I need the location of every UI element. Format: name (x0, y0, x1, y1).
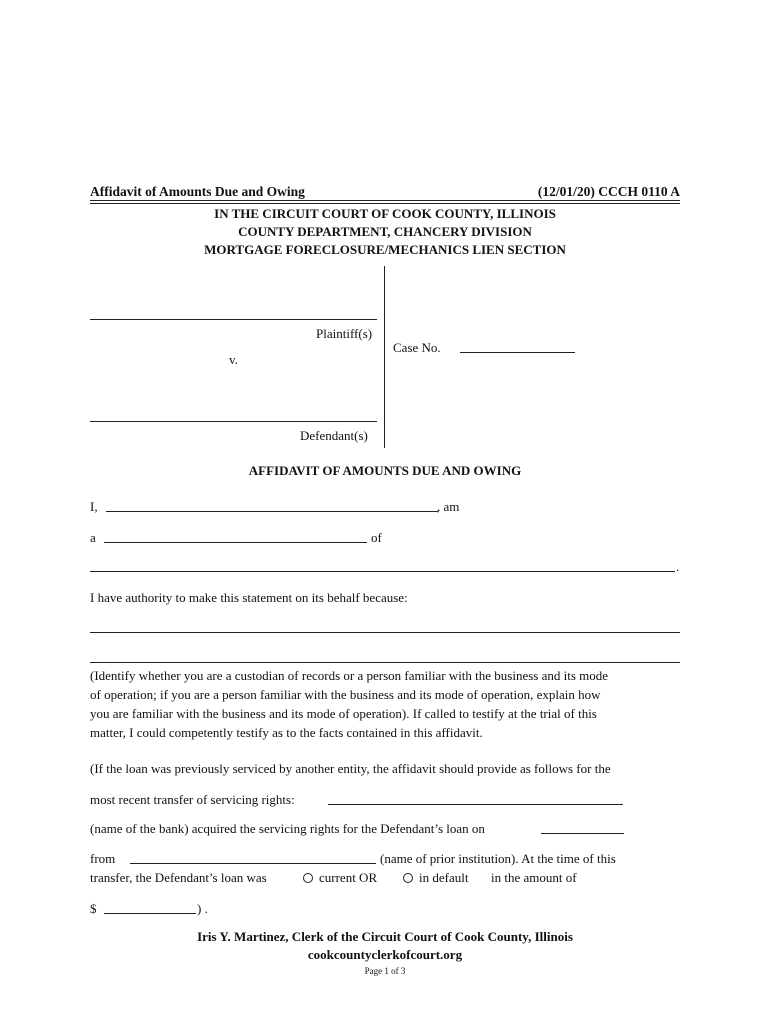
case-no-field[interactable] (460, 352, 575, 353)
header-rule-bottom (90, 203, 680, 204)
identify-text-2: of operation; if you are a person familiar with the business and its mode of operation, explain how (90, 687, 601, 702)
prior-institution-text: (name of prior institution). At the time of this (380, 851, 616, 866)
close-paren: ) . (197, 901, 208, 916)
identify-text-3: you are familiar with the business and its mode of operation). If called to testify at the trial of this (90, 706, 597, 721)
identify-text-4: matter, I could competently testify as to the facts contained in this affidavit. (90, 725, 483, 740)
transfer-field[interactable] (328, 804, 623, 805)
court-department: COUNTY DEPARTMENT, CHANCERY DIVISION (238, 224, 532, 239)
form-code: (12/01/20) CCCH 0110 A (537, 184, 680, 199)
header-rule-top (90, 200, 680, 201)
defendant-label: Defendant(s) (300, 428, 368, 443)
identify-text-1: (Identify whether you are a custodian of records or a person familiar with the business and its mode (90, 668, 609, 683)
prior-institution-field[interactable] (130, 863, 376, 864)
organization-field[interactable] (90, 571, 675, 572)
affiant-title-field[interactable] (104, 542, 367, 543)
default-option[interactable] (403, 870, 468, 886)
loan-text-2: most recent transfer of servicing rights: (90, 792, 295, 807)
period-mark: . (676, 559, 680, 574)
clerk-website[interactable]: cookcountyclerkofcourt.org (307, 947, 463, 962)
of-label: of (371, 530, 382, 545)
loan-text-1: (If the loan was previously serviced by another entity, the affidavit should provide as follows for the (90, 761, 611, 776)
affidavit-title: AFFIDAVIT OF AMOUNTS DUE AND OWING (248, 463, 522, 478)
default-option-label: in default (419, 870, 469, 885)
bank-text: (name of the bank) acquired the servicing rights for the Defendant’s loan on (90, 821, 485, 836)
radio-circle-icon[interactable] (403, 873, 413, 883)
authority-statement: I have authority to make this statement on its behalf because: (90, 590, 408, 605)
defendant-field[interactable] (90, 421, 377, 422)
current-option-label: current OR (319, 870, 378, 885)
amount-text: in the amount of (491, 870, 577, 885)
am-label: , am (437, 499, 460, 514)
plaintiff-label: Plaintiff(s) (316, 326, 373, 341)
page-number: Page 1 of 3 (364, 966, 406, 976)
amount-field[interactable] (104, 913, 196, 914)
form-title: Affidavit of Amounts Due and Owing (90, 184, 305, 199)
transfer-text: transfer, the Defendant’s loan was (90, 870, 267, 885)
authority-field-1[interactable] (90, 632, 680, 633)
current-option[interactable] (303, 870, 377, 886)
versus-label: v. (229, 352, 238, 367)
affiant-name-field[interactable] (106, 511, 438, 512)
case-no-label: Case No. (393, 340, 441, 355)
a-label: a (90, 530, 96, 545)
i-label: I, (90, 499, 98, 514)
clerk-name: Iris Y. Martinez, Clerk of the Circuit Court of Cook County, Illinois (197, 929, 573, 944)
court-section: MORTGAGE FORECLOSURE/MECHANICS LIEN SECTION (204, 242, 566, 257)
dollar-sign: $ (90, 901, 97, 916)
transfer-date-field[interactable] (541, 833, 624, 834)
plaintiff-field[interactable] (90, 319, 377, 320)
caption-divider (384, 266, 385, 448)
authority-field-2[interactable] (90, 662, 680, 663)
radio-circle-icon[interactable] (303, 873, 313, 883)
court-name: IN THE CIRCUIT COURT OF COOK COUNTY, ILLINOIS (214, 206, 556, 221)
from-label: from (90, 851, 116, 866)
